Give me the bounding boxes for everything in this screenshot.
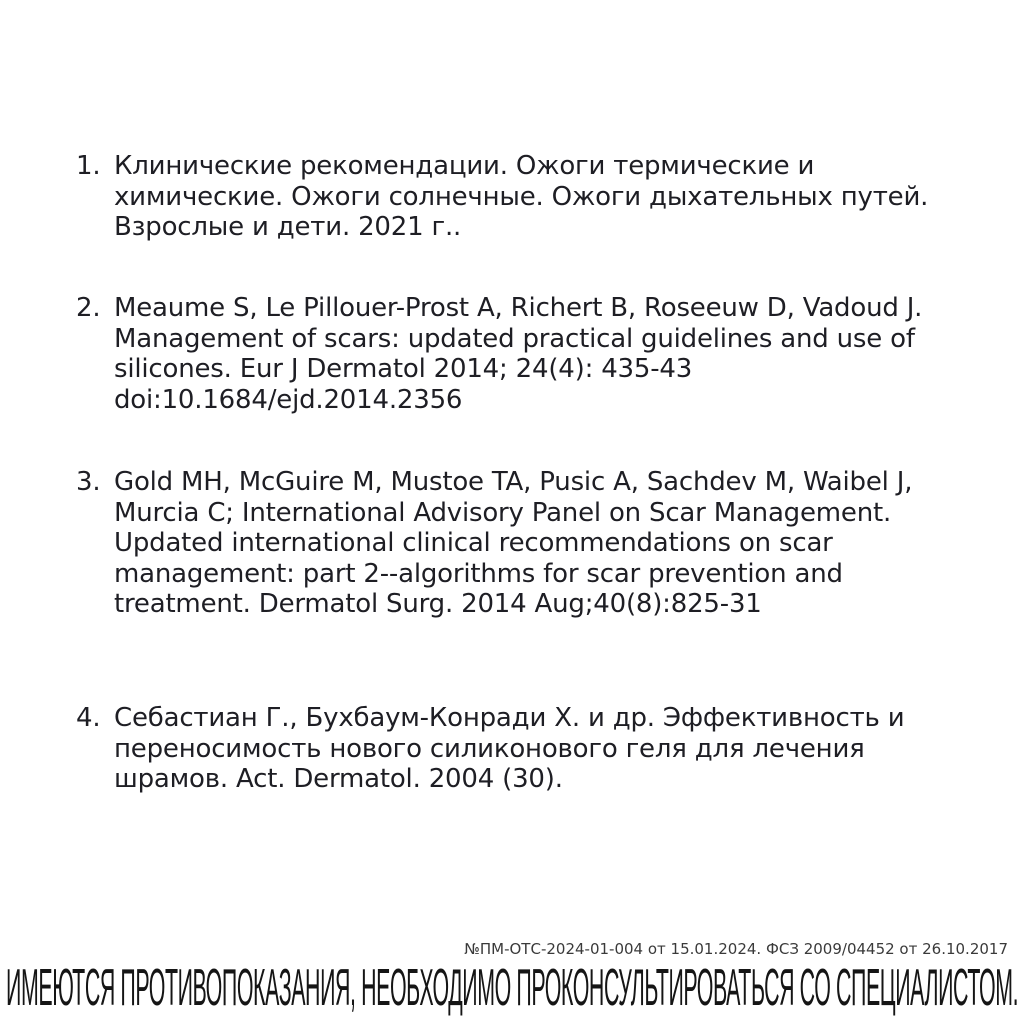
reference-list [76, 151, 976, 794]
reference-number: 3. [76, 467, 101, 497]
reference-item-2 [76, 293, 976, 415]
contraindications-warning: ИМЕЮТСЯ ПРОТИВОПОКАЗАНИЯ, НЕОБХОДИМО ПРОКОНСУЛЬТИРОВАТЬСЯ СО СПЕЦИАЛИСТОМ. [6, 959, 1019, 1017]
reference-item-4 [76, 703, 976, 795]
reference-text: Себастиан Г., Бухбаум-Конради Х. и др. Эффективность и переносимость нового силиконового геля для лечения шрамов. Act. Dermatol. 2004 (30). [114, 703, 905, 794]
registration-number: №ПМ-ОТС-2024-01-004 от 15.01.2024. ФСЗ 2009/04452 от 26.10.2017 [464, 940, 1008, 958]
reference-text: Клинические рекомендации. Ожоги термические и химические. Ожоги солнечные. Ожоги дыхательных путей. Взрослые и дети. 2021 г.. [114, 151, 929, 242]
reference-item-1 [76, 151, 976, 243]
warning-banner [0, 958, 1024, 1018]
reference-number: 2. [76, 293, 101, 323]
reference-text: Meaume S, Le Pillouer-Prost A, Richert B, Roseeuw D, Vadoud J. Management of scars: updated practical guidelines and use of silicones. Eur J Dermatol 2014; 24(4): 435-43 doi:10.1684/ejd.2014.2356 [114, 293, 923, 415]
reference-text: Gold MH, McGuire M, Mustoe TA, Pusic A, Sachdev M, Waibel J, Murcia C; International Advisory Panel on Scar Management. Updated international clinical recommendations on scar management: part 2--algorithms for scar prevention and treatment. Dermatol Surg. 2014 Aug;40(8):825-31 [114, 467, 913, 619]
reference-number: 4. [76, 703, 101, 733]
reference-number: 1. [76, 151, 101, 181]
reference-item-3 [76, 467, 976, 620]
